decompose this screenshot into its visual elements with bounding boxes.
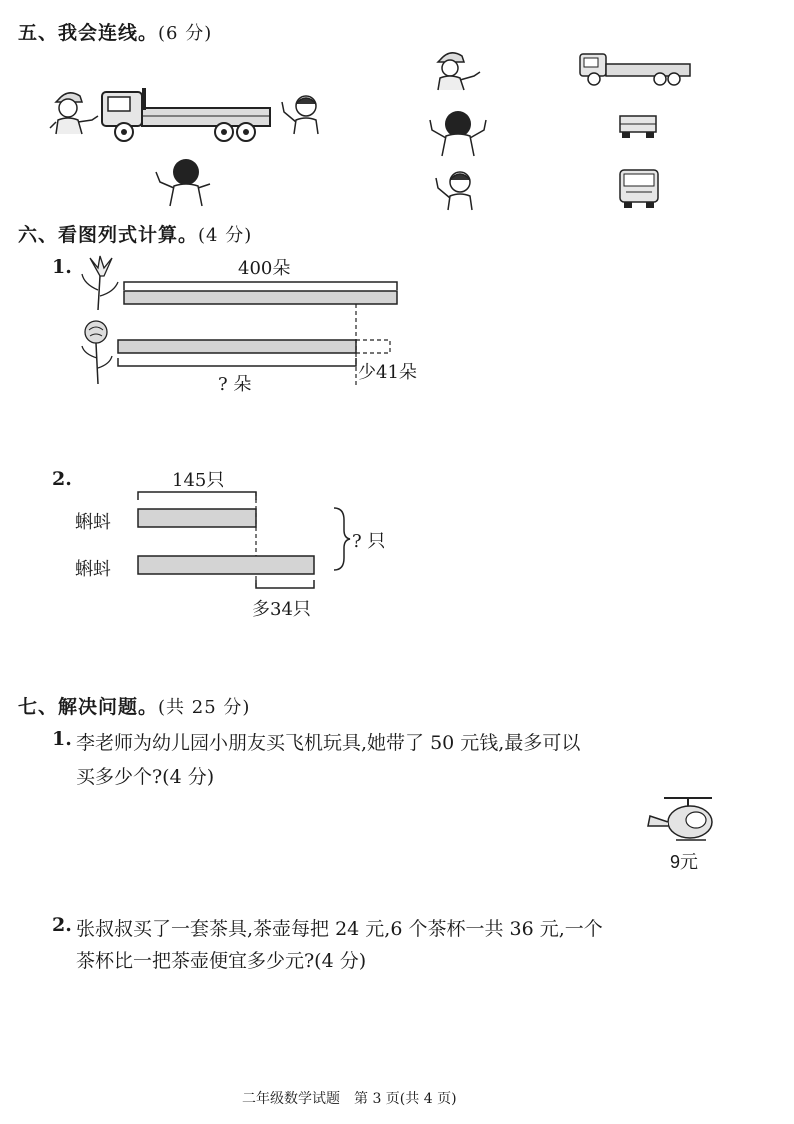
section5-score: (6 分) xyxy=(158,23,213,44)
problem1-number: 1. xyxy=(52,256,72,278)
section7-heading xyxy=(18,692,250,719)
q1-number: 1. xyxy=(52,728,72,750)
p2-diff-brace xyxy=(256,580,314,588)
p2-diff-label: 多34只 xyxy=(252,599,311,620)
p2-bar2 xyxy=(138,556,314,574)
section5-title: 五、我会连线。 xyxy=(18,22,159,44)
problem2-number: 2. xyxy=(52,468,72,490)
p2-top-brace xyxy=(138,492,256,500)
helicopter-price: 9元 xyxy=(670,852,699,872)
p1-diff-label: 少41朵 xyxy=(358,362,417,383)
p2-row1-label: 蝌蚪 xyxy=(75,512,111,533)
page-footer: 二年级数学试题 第 3 页(共 4 页) xyxy=(242,1091,457,1107)
section7-title: 七、解决问题。 xyxy=(18,696,159,718)
p2-bar1 xyxy=(138,509,256,527)
p2-row2-label: 蝌蚪 xyxy=(75,559,111,580)
section6-title: 六、看图列式计算。 xyxy=(18,224,199,246)
p2-right-brace xyxy=(334,508,350,570)
q2-line1: 张叔叔买了一套茶具,茶壶每把 24 元,6 个茶杯一共 36 元,一个 xyxy=(76,918,603,940)
q1-line2: 买多少个?(4 分) xyxy=(76,766,215,788)
toy-helicopter-icon xyxy=(644,792,720,844)
p1-top-label: 400朵 xyxy=(238,258,291,279)
q2-line2: 茶杯比一把茶壶便宜多少元?(4 分) xyxy=(76,950,367,972)
q1-line1: 李老师为幼儿园小朋友买飞机玩具,她带了 50 元钱,最多可以 xyxy=(76,732,581,754)
p2-top-label: 145只 xyxy=(172,470,225,491)
q2-number: 2. xyxy=(52,914,72,936)
p1-bottom-label: ? 朵 xyxy=(218,374,252,395)
p2-total-label: ? 只 xyxy=(352,531,386,552)
section7-score: (共 25 分) xyxy=(158,697,251,718)
section6-score: (4 分) xyxy=(198,225,253,246)
